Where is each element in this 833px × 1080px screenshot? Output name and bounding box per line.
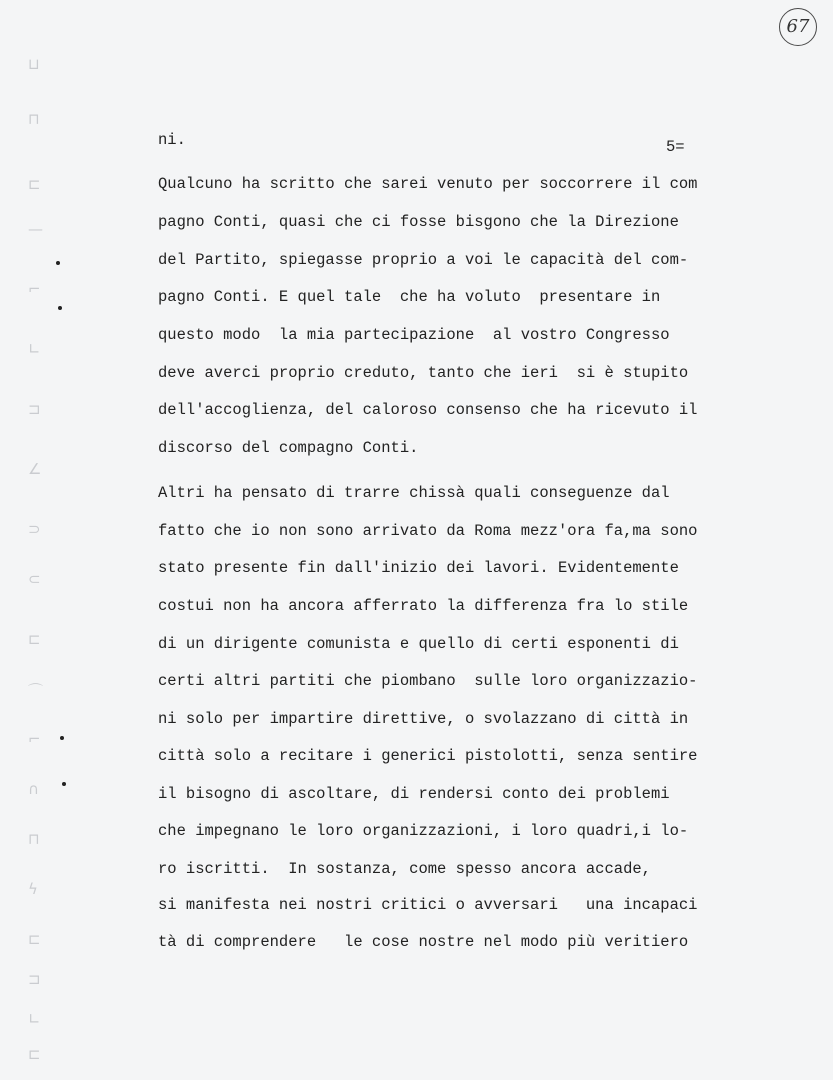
margin-mark: ∟ [28, 1010, 41, 1028]
text-line: ni solo per impartire direttive, o svolazzano di città in [158, 710, 689, 728]
text-line: stato presente fin dall'inizio dei lavori. Evidentemente [158, 559, 679, 577]
text-line: ro iscritti. In sostanza, come spesso ancora accade, [158, 860, 651, 878]
margin-mark: ⊏ [28, 930, 41, 948]
margin-mark: — [28, 220, 43, 238]
margin-mark: ⊏ [28, 175, 41, 193]
margin-mark: ⊂ [28, 570, 41, 588]
text-line: pagno Conti, quasi che ci fosse bisgono che la Direzione [158, 213, 679, 231]
margin-mark: ∩ [28, 780, 39, 798]
margin-mark: ⊏ [28, 630, 41, 648]
margin-dot [58, 306, 62, 310]
folio-number: 67 [779, 8, 817, 46]
text-line: Altri ha pensato di trarre chissà quali conseguenze dal [158, 484, 670, 502]
continuation-word: ni. [158, 131, 186, 149]
text-line: città solo a recitare i generici pistolotti, senza sentire [158, 747, 698, 765]
margin-mark: ⌒ [28, 682, 44, 700]
margin-dot [56, 261, 60, 265]
margin-dot [62, 782, 66, 786]
margin-mark: ∟ [28, 340, 41, 358]
margin-mark: ∠ [28, 460, 42, 478]
text-line: del Partito, spiegasse proprio a voi le capacità del com- [158, 251, 689, 269]
text-line: il bisogno di ascoltare, di rendersi conto dei problemi [158, 785, 670, 803]
margin-mark: ⊓ [28, 110, 40, 128]
margin-dot [60, 736, 64, 740]
margin-mark: ⊏ [28, 1045, 41, 1063]
text-line: discorso del compagno Conti. [158, 439, 419, 457]
margin-mark: ⊔ [28, 55, 40, 73]
text-line: che impegnano le loro organizzazioni, i loro quadri,i lo- [158, 822, 689, 840]
text-line: costui non ha ancora afferrato la differenza fra lo stile [158, 597, 689, 615]
page-number: 5= [666, 138, 685, 156]
text-line: fatto che io non sono arrivato da Roma mezz'ora fa,ma sono [158, 522, 698, 540]
text-line: tà di comprendere le cose nostre nel modo più veritiero [158, 933, 689, 951]
margin-mark: ⊐ [28, 970, 41, 988]
text-line: pagno Conti. E quel tale che ha voluto presentare in [158, 288, 661, 306]
text-line: questo modo la mia partecipazione al vostro Congresso [158, 326, 670, 344]
margin-mark: ⊃ [28, 520, 41, 538]
margin-mark: ⌐ [28, 280, 41, 298]
text-line: di un dirigente comunista e quello di certi esponenti di [158, 635, 679, 653]
text-line: si manifesta nei nostri critici o avversari una incapaci [158, 896, 698, 914]
margin-mark: ⊓ [28, 830, 40, 848]
margin-mark: ⊐ [28, 400, 41, 418]
text-line: dell'accoglienza, del caloroso consenso che ha ricevuto il [158, 401, 698, 419]
text-line: certi altri partiti che piombano sulle loro organizzazio- [158, 672, 698, 690]
margin-binding-marks [20, 40, 60, 1070]
margin-mark: ϟ [28, 880, 38, 898]
margin-mark: ⌐ [28, 730, 41, 748]
text-line: deve averci proprio creduto, tanto che ieri si è stupito [158, 364, 689, 382]
text-line: Qualcuno ha scritto che sarei venuto per soccorrere il com [158, 175, 698, 193]
